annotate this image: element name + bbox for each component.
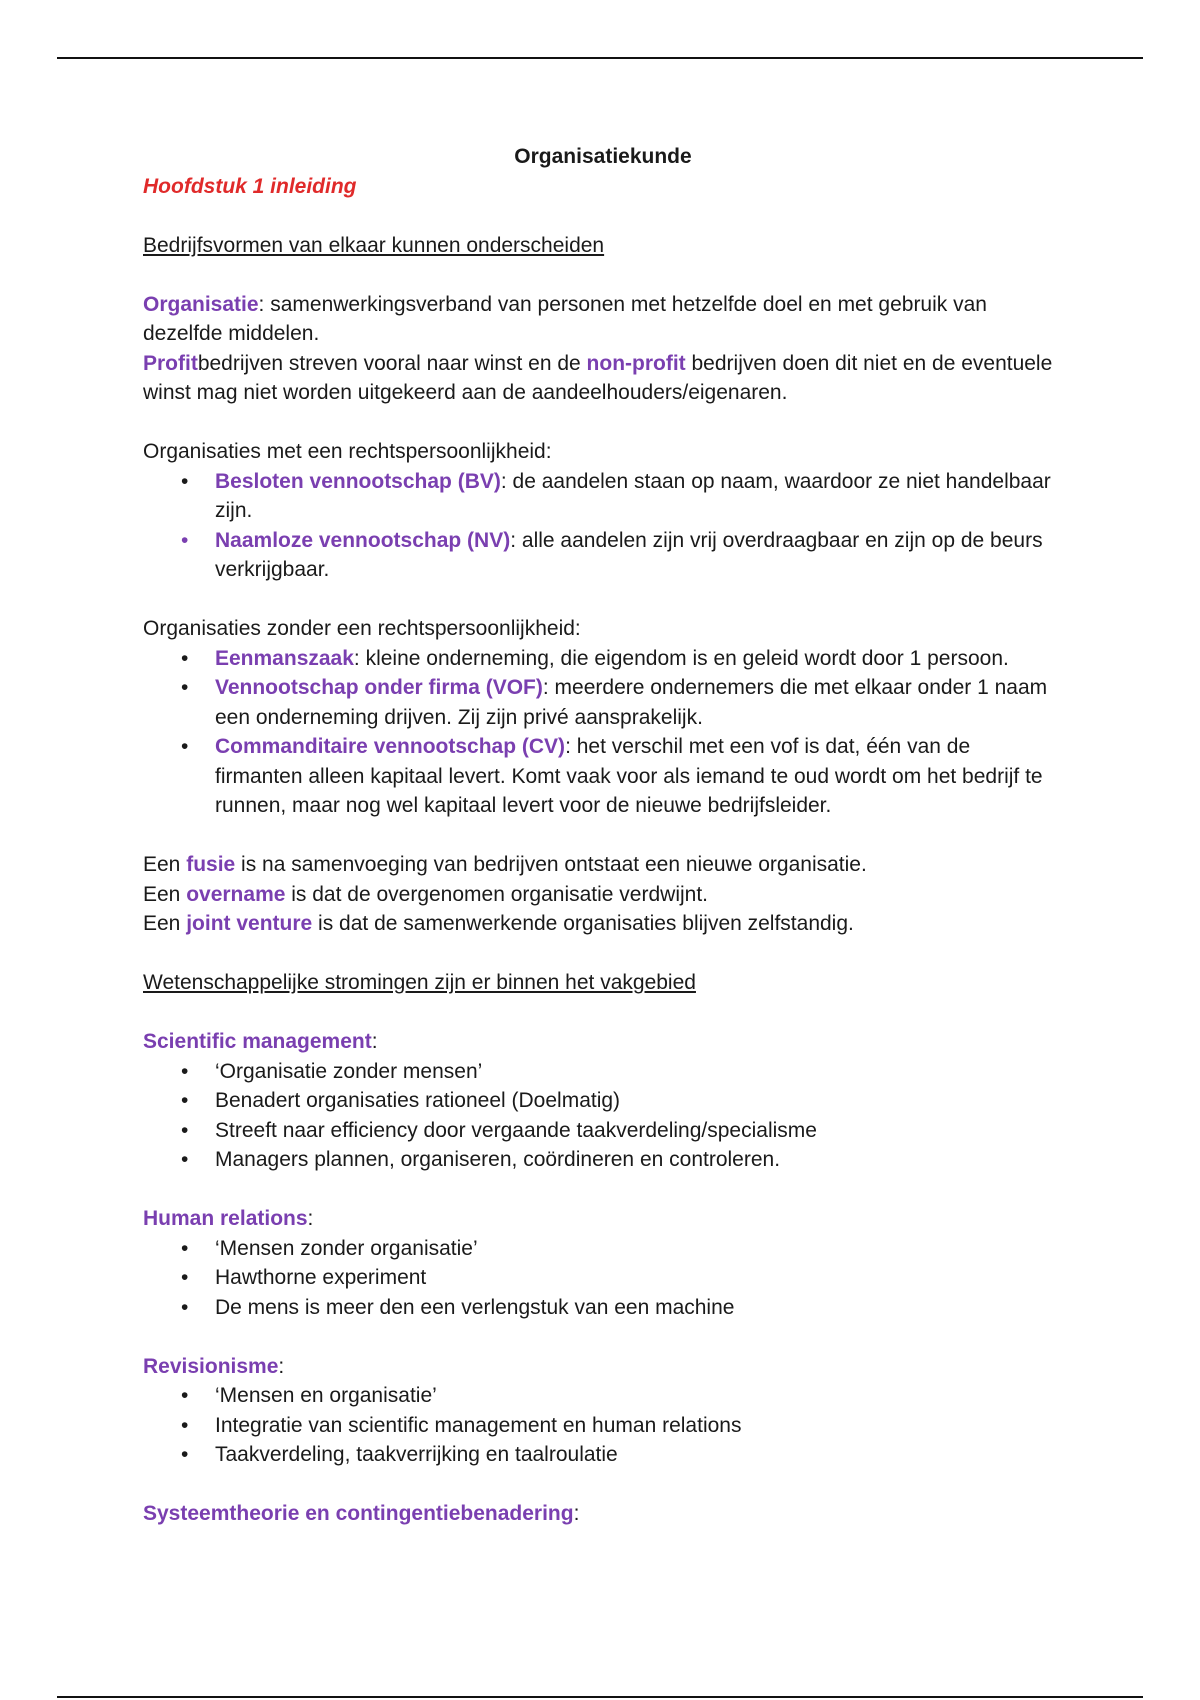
bullet-icon: • <box>181 469 189 493</box>
bottom-rule <box>57 1696 1143 1698</box>
list-item: • Taakverdeling, taakverrijking en taalroulatie <box>143 1440 1063 1470</box>
bullet-icon: • <box>181 1384 189 1407</box>
legal-entity-list <box>143 467 1063 585</box>
list-item: • Hawthorne experiment <box>143 1263 1063 1293</box>
scientific-management-heading: Scientific management: <box>143 1030 378 1053</box>
list-item: • Benadert organisaties rationeel (Doelmatig) <box>143 1086 1063 1116</box>
document-title: Organisatiekunde <box>514 145 692 168</box>
bullet-icon: • <box>181 1236 189 1260</box>
bullet-icon: • <box>181 1266 189 1289</box>
organisatie-definition: Organisatie: samenwerkingsverband van personen met hetzelfde doel en met gebruik van dezelfde middelen. <box>143 292 987 345</box>
bullet-icon: • <box>181 735 189 758</box>
list-item: • Naamloze vennootschap (NV): alle aandelen zijn vrij overdraagbaar en zijn op de beurs verkrijgbaar. <box>143 526 1063 585</box>
human-relations-list <box>143 1234 1063 1323</box>
non-legal-entity-list <box>143 644 1063 821</box>
keyword: Profit <box>143 351 198 375</box>
revisionisme-heading: Revisionisme: <box>143 1354 285 1378</box>
profit-definition: Profitbedrijven streven vooral naar winst en de non-profit bedrijven doen dit niet en de eventuele winst mag niet worden uitgekeerd aan de aandeelhouders/eigenaren. <box>143 351 1053 404</box>
bullet-icon: • <box>181 1089 189 1112</box>
scientific-management-list <box>143 1057 1063 1175</box>
list-item: • Commanditaire vennootschap (CV): het verschil met een vof is dat, één van de firmanten alleen kapitaal levert. Komt vaak voor als iemand te oud wordt om het bedrijf te runnen, maar nog wel kapitaal levert voor de nieuwe bedrijfsleider. <box>143 732 1063 821</box>
systeemtheorie-heading: Systeemtheorie en contingentiebenadering: <box>143 1502 580 1525</box>
document-page <box>143 142 1063 1529</box>
top-rule <box>57 57 1143 59</box>
bullet-icon: • <box>181 1295 189 1319</box>
list-item: • Streeft naar efficiency door vergaande taakverdeling/specialisme <box>143 1116 1063 1146</box>
non-legal-entity-heading: Organisaties zonder een rechtspersoonlijkheid: <box>143 617 581 640</box>
list-item: • ‘Organisatie zonder mensen’ <box>143 1057 1063 1087</box>
list-item: • Besloten vennootschap (BV): de aandelen staan op naam, waardoor ze niet handelbaar zijn. <box>143 467 1063 526</box>
list-item: • Eenmanszaak: kleine onderneming, die eigendom is en geleid wordt door 1 persoon. <box>143 644 1063 674</box>
section-heading-stromingen: Wetenschappelijke stromingen zijn er binnen het vakgebied <box>143 971 696 994</box>
merger-line: Een overname is dat de overgenomen organisatie verdwijnt. <box>143 882 708 906</box>
human-relations-heading: Human relations: <box>143 1207 314 1230</box>
revisionisme-list <box>143 1381 1063 1470</box>
list-item: • Integratie van scientific management en human relations <box>143 1411 1063 1441</box>
list-item: • Managers plannen, organiseren, coördineren en controleren. <box>143 1145 1063 1175</box>
bullet-icon: • <box>181 1443 189 1466</box>
merger-line: Een joint venture is dat de samenwerkende organisaties blijven zelfstandig. <box>143 912 854 935</box>
keyword: Organisatie <box>143 292 259 316</box>
section-heading-bedrijfsvormen: Bedrijfsvormen van elkaar kunnen onderscheiden <box>143 233 605 257</box>
legal-entity-heading: Organisaties met een rechtspersoonlijkheid: <box>143 440 552 463</box>
list-item: • ‘Mensen en organisatie’ <box>143 1381 1063 1411</box>
list-item: • De mens is meer den een verlengstuk van een machine <box>143 1293 1063 1323</box>
bullet-icon: • <box>181 646 189 670</box>
bullet-icon: • <box>181 1059 189 1083</box>
bullet-icon: • <box>181 1413 189 1437</box>
bullet-icon: • <box>181 1148 189 1171</box>
bullet-icon: • <box>181 676 189 699</box>
list-item: • Vennootschap onder firma (VOF): meerdere ondernemers die met elkaar onder 1 naam een onderneming drijven. Zij zijn privé aansprakelijk. <box>143 673 1063 732</box>
bullet-icon: • <box>181 528 189 552</box>
merger-line: Een fusie is na samenvoeging van bedrijven ontstaat een nieuwe organisatie. <box>143 853 867 876</box>
list-item: • ‘Mensen zonder organisatie’ <box>143 1234 1063 1264</box>
keyword: non-profit <box>586 351 686 375</box>
chapter-heading: Hoofdstuk 1 inleiding <box>143 174 357 198</box>
bullet-icon: • <box>181 1118 189 1142</box>
